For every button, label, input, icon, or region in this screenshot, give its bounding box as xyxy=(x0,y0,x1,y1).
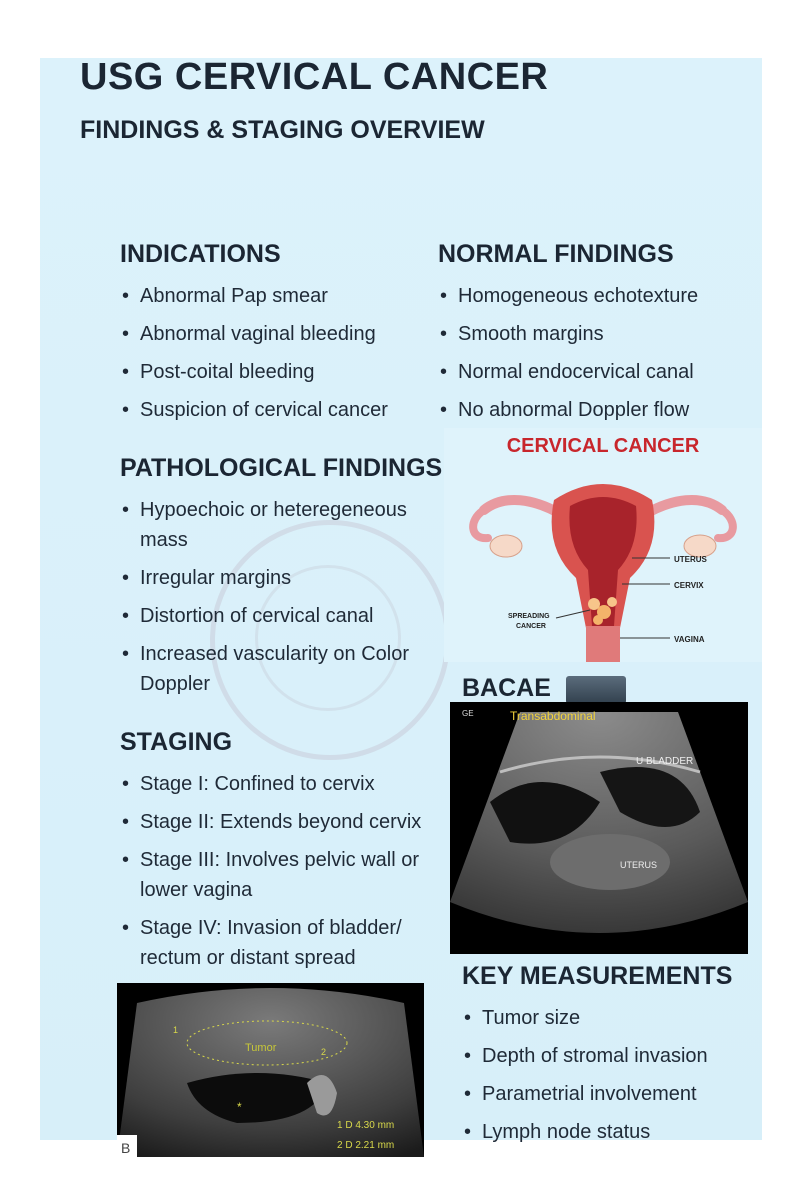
ge-label: GE xyxy=(462,709,474,718)
indications-list xyxy=(120,281,430,425)
list-item: • Parametrial involvement xyxy=(462,1079,752,1109)
measurement-1: 1 D 4.30 mm xyxy=(337,1120,395,1131)
list-item: • Hypoechoic or heteregeneous mass xyxy=(120,495,425,555)
vagina-shape xyxy=(586,626,620,662)
transducer-icon xyxy=(566,676,626,704)
transvaginal-ultrasound-image xyxy=(117,983,424,1157)
caliper-2-label: 2 xyxy=(321,1047,327,1057)
staging-section xyxy=(120,728,430,981)
page-subtitle: FINDINGS & STAGING OVERVIEW xyxy=(80,116,485,144)
key-measurements-section xyxy=(462,962,752,1155)
list-item: • Lymph node status xyxy=(462,1117,752,1147)
transabdominal-ultrasound-image xyxy=(450,702,748,954)
indications-section xyxy=(120,240,430,433)
cervix-label: CERVIX xyxy=(674,581,704,590)
asterisk-marker: * xyxy=(237,1100,242,1114)
vagina-label: VAGINA xyxy=(674,635,705,644)
tumor-label: Tumor xyxy=(245,1042,277,1054)
list-item: • Increased vascularity on Color Doppler xyxy=(120,639,425,699)
list-item: • Abnormal Pap smear xyxy=(120,281,430,311)
scan-sector-shape xyxy=(450,712,748,933)
list-item: • Post-coital bleeding xyxy=(120,357,430,387)
tumor-blob-shape xyxy=(593,615,603,625)
list-item: • Irregular margins xyxy=(120,563,425,593)
cervical-cancer-diagram xyxy=(444,428,762,662)
list-item: • Depth of stromal invasion xyxy=(462,1041,752,1071)
bladder-label: U BLADDER xyxy=(636,756,694,767)
list-item: • Stage I: Confined to cervix xyxy=(120,769,430,799)
key-measurements-heading: KEY MEASUREMENTS xyxy=(462,962,733,990)
ultrasound-caption: BACAE xyxy=(462,674,551,702)
caliper-1-label: 1 xyxy=(173,1025,179,1035)
list-item: • Stage II: Extends beyond cervix xyxy=(120,807,430,837)
staging-heading: STAGING xyxy=(120,728,233,756)
right-ovary-shape xyxy=(684,535,716,557)
normal-findings-heading: NORMAL FINDINGS xyxy=(438,240,674,268)
list-item: • No abnormal Doppler flow xyxy=(438,395,758,425)
list-item: • Stage III: Involves pelvic wall or lower vagina xyxy=(120,845,430,905)
key-measurements-list xyxy=(462,1003,752,1147)
pathological-findings-list xyxy=(120,495,425,699)
left-ovary-shape xyxy=(490,535,522,557)
list-item: • Smooth margins xyxy=(438,319,758,349)
uterus-us-label: UTERUS xyxy=(620,860,658,870)
scan-sector-shape xyxy=(117,988,424,1157)
normal-findings-list xyxy=(438,281,758,425)
list-item: • Distortion of cervical canal xyxy=(120,601,425,631)
measurement-2: 2 D 2.21 mm xyxy=(337,1140,395,1151)
list-item: • Stage IV: Invasion of bladder/ rectum or distant spread xyxy=(120,913,430,973)
page-title: USG CERVICAL CANCER xyxy=(80,56,549,98)
list-item: • Homogeneous echotexture xyxy=(438,281,758,311)
pathological-findings-heading: PATHOLOGICAL FINDINGS xyxy=(120,454,443,482)
tumor-blob-shape xyxy=(607,597,617,607)
list-item: • Tumor size xyxy=(462,1003,752,1033)
list-item: • Normal endocervical canal xyxy=(438,357,758,387)
list-item: • Abnormal vaginal bleeding xyxy=(120,319,430,349)
normal-findings-section xyxy=(438,240,758,433)
bacae-caption-block xyxy=(462,674,551,703)
panel-letter: B xyxy=(121,1140,131,1156)
transabdominal-label: Transabdominal xyxy=(510,709,596,723)
pathological-findings-section xyxy=(120,454,443,707)
list-item: • Suspicion of cervical cancer xyxy=(120,395,430,425)
uterus-label: UTERUS xyxy=(674,555,707,564)
staging-list xyxy=(120,769,430,973)
spreading-label: SPREADING xyxy=(508,613,550,620)
spreading-cancer-label: CANCER xyxy=(516,623,546,630)
indications-heading: INDICATIONS xyxy=(120,240,281,268)
diagram-title: CERVICAL CANCER xyxy=(506,435,700,457)
